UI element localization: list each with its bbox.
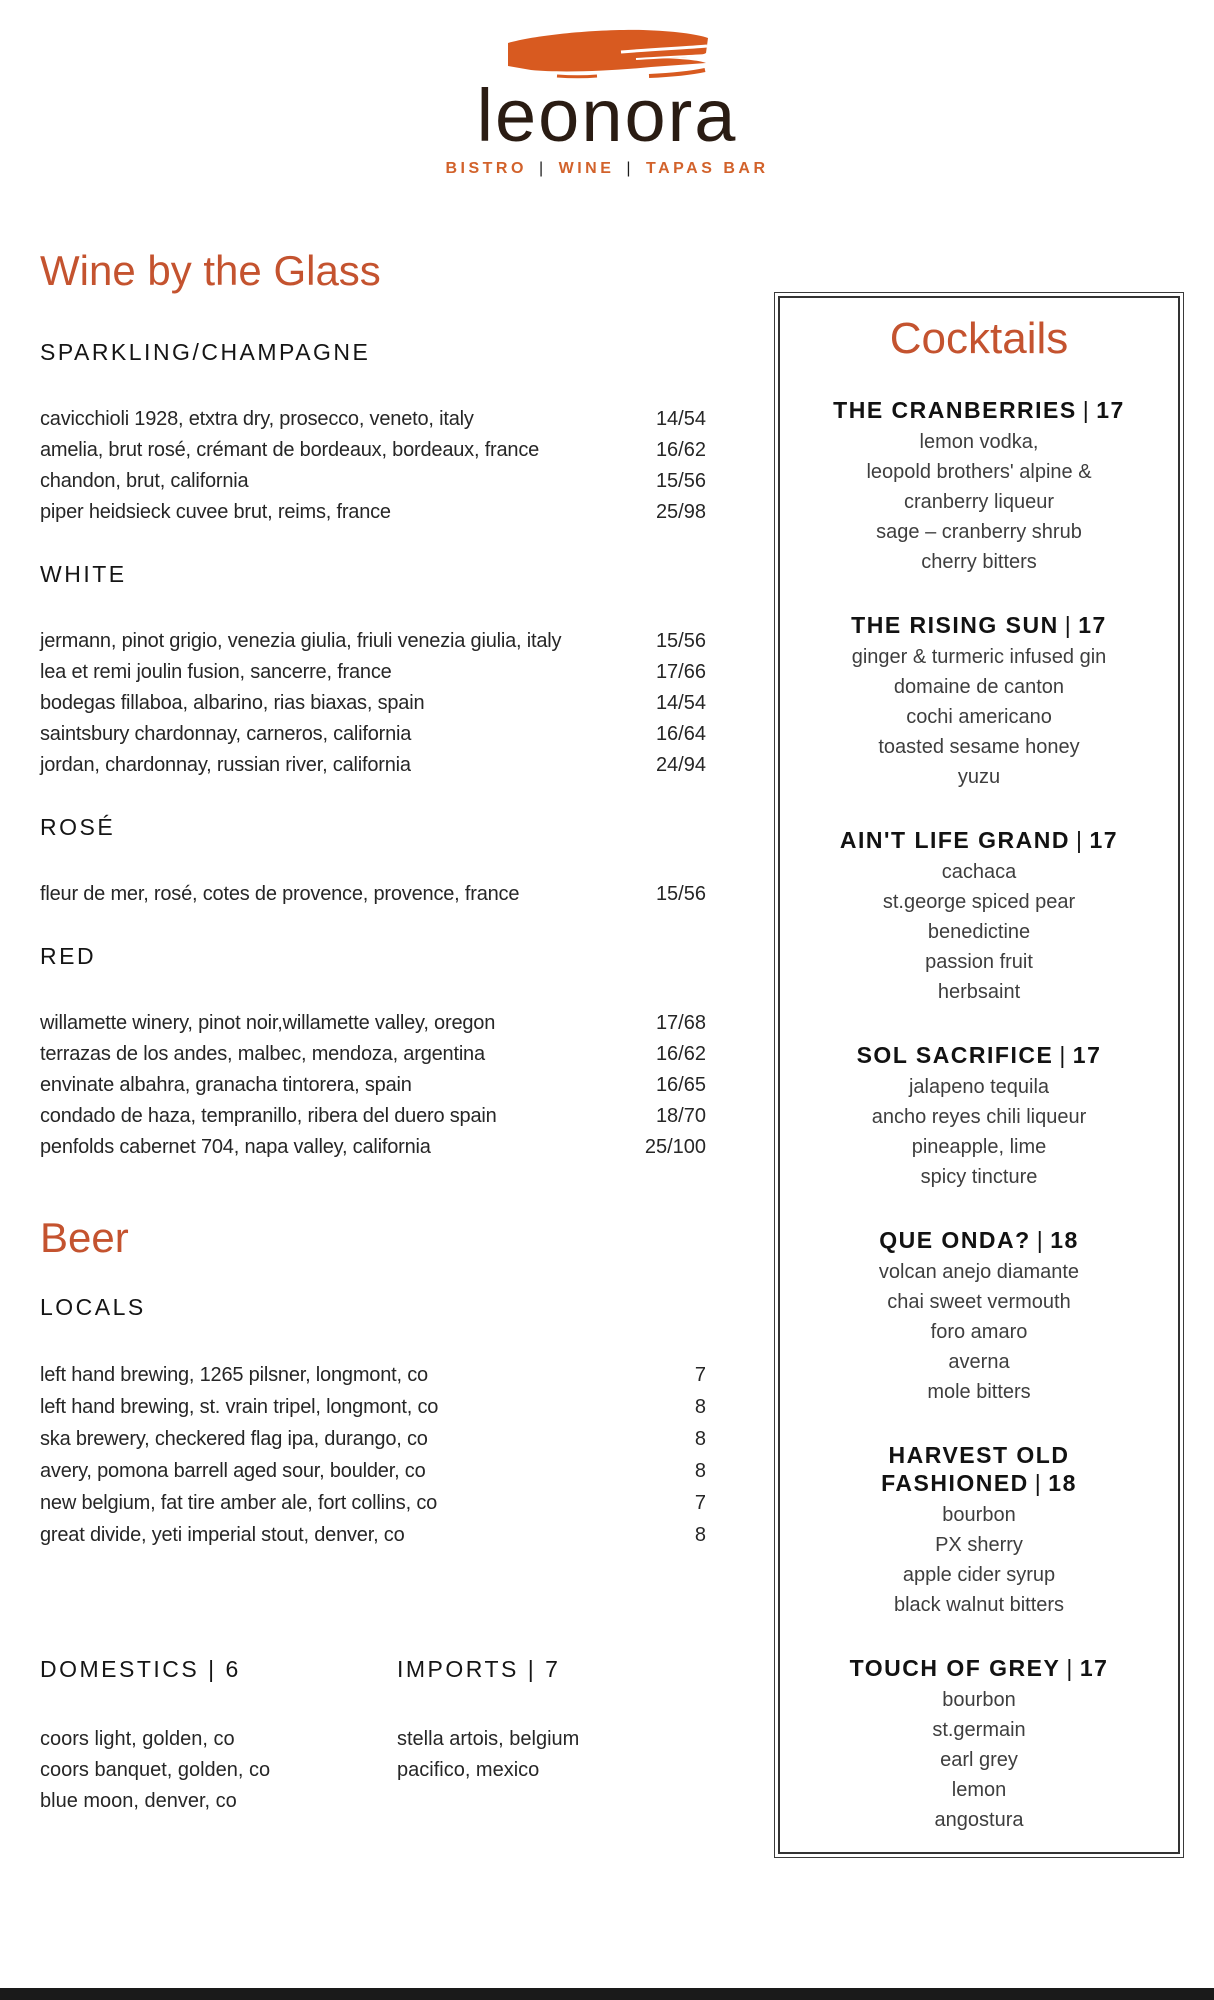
tagline-item: TAPAS BAR [646,160,769,177]
cocktail-separator: | [1059,1042,1067,1068]
cocktail-name: SOL SACRIFICE [856,1042,1054,1068]
cocktail-separator: | [1066,1655,1074,1681]
domestics-heading [40,1656,397,1682]
cocktail-ingredient: earl grey [940,1749,1018,1771]
beer-item [40,1391,706,1423]
wine-item-price: 14/54 [650,404,706,435]
cocktail-entry [788,1041,1170,1192]
beer-title: Beer [40,1214,129,1261]
wine-item-name: piper heidsieck cuvee brut, reims, france [40,501,391,523]
section-heading-white: WHITE [40,561,127,587]
cocktail-ingredient: angostura [934,1809,1024,1831]
domestics-separator: | [208,1656,217,1682]
tagline-separator: | [538,160,547,177]
domestics-column [40,1656,397,1817]
cocktail-ingredient: jalapeno tequila [908,1076,1050,1098]
cocktail-ingredient: ginger & turmeric infused gin [851,646,1107,668]
wine-item [40,1008,706,1039]
wine-item [40,404,706,435]
cocktails-box-inner [778,296,1180,1854]
beer-item: blue moon, denver, co [40,1790,237,1812]
wine-item [40,497,706,528]
cocktail-entry [788,1654,1170,1835]
cocktails-box [774,292,1184,1858]
cocktail-ingredient: averna [948,1351,1010,1373]
wine-item [40,688,706,719]
wine-item-name: fleur de mer, rosé, cotes de provence, provence, france [40,883,520,905]
wine-list-white [40,626,706,781]
cocktail-ingredient: spicy tincture [920,1166,1038,1188]
cocktail-ingredient: toasted sesame honey [878,736,1080,758]
cocktail-separator: | [1036,1227,1045,1253]
cocktail-price: 17 [1096,397,1125,423]
cocktail-separator: | [1034,1470,1043,1496]
wine-item-price: 17/68 [650,1008,706,1039]
wine-list-red [40,1008,706,1163]
wine-item-price: 16/62 [650,1039,706,1070]
beer-item-name: left hand brewing, st. vrain tripel, longmont, co [40,1396,439,1418]
cocktail-price: 17 [1079,1655,1109,1681]
wine-item [40,1070,706,1101]
beer-item-price: 8 [689,1519,706,1551]
cocktail-ingredient: volcan anejo diamante [878,1261,1080,1283]
cocktail-name: THE RISING SUN [851,612,1059,638]
beer-item [40,1455,706,1487]
cocktail-ingredient: cranberry liqueur [903,491,1055,513]
wine-title: Wine by the Glass [40,247,381,294]
cocktail-ingredient: passion fruit [925,951,1033,973]
wine-list-rose [40,879,706,910]
beer-item-name: great divide, yeti imperial stout, denver, co [40,1524,405,1546]
domestics-label: DOMESTICS [40,1656,200,1682]
cocktail-entry [788,611,1170,792]
cocktail-ingredient: pineapple, lime [911,1136,1047,1158]
brand-name: leonora [476,74,738,157]
wine-item [40,750,706,781]
wine-item-price: 16/62 [650,435,706,466]
cocktail-heading [788,396,1170,424]
imports-separator: | [527,1656,537,1682]
cocktail-ingredient: st.germain [932,1719,1026,1741]
cocktail-price: 17 [1078,612,1107,638]
section-heading-sparkling: SPARKLING/CHAMPAGNE [40,339,371,365]
beer-item-price: 8 [689,1455,706,1487]
wine-item-price: 14/54 [650,688,706,719]
cocktail-ingredient: chai sweet vermouth [887,1291,1071,1313]
cocktail-entry [788,1441,1170,1620]
wine-beer-column [40,248,706,1817]
wine-item-price: 15/56 [650,626,706,657]
section-heading-red: RED [40,943,97,969]
beer-item-name: left hand brewing, 1265 pilsner, longmont, co [40,1364,428,1386]
cocktail-ingredient: cherry bitters [921,551,1037,573]
cocktail-heading [788,1654,1170,1682]
cocktail-name: HARVEST OLD FASHIONED [881,1442,1070,1496]
tagline-separator: | [626,160,635,177]
section-heading-rose: ROSÉ [40,814,116,840]
wine-item-price: 15/56 [650,879,706,910]
cocktail-ingredient: cochi americano [906,706,1052,728]
beer-item: stella artois, belgium [397,1728,580,1750]
cocktail-ingredient: yuzu [957,766,1001,788]
cocktail-price: 18 [1048,1470,1077,1496]
wine-item-name: jordan, chardonnay, russian river, california [40,754,411,776]
wine-item [40,719,706,750]
wine-item-name: jermann, pinot grigio, venezia giulia, friuli venezia giulia, italy [40,630,562,652]
imports-heading [397,1656,579,1682]
cocktail-name: QUE ONDA? [879,1227,1031,1253]
cocktail-ingredient: black walnut bitters [893,1594,1065,1616]
cocktail-ingredient: bourbon [942,1689,1016,1711]
beer-item: pacifico, mexico [397,1759,540,1781]
section-heading-locals: LOCALS [40,1294,146,1320]
beer-item-price: 8 [689,1423,706,1455]
wine-item [40,626,706,657]
tagline-item: BISTRO [445,160,527,177]
beer-item-price: 7 [689,1359,706,1391]
wine-item-price: 18/70 [650,1101,706,1132]
cocktail-name: THE CRANBERRIES [833,397,1077,423]
cocktail-heading [788,1041,1170,1069]
cocktail-separator: | [1082,397,1091,423]
cocktail-ingredient: domaine de canton [893,676,1065,698]
wine-item-price: 25/98 [650,497,706,528]
cocktail-ingredient: sage – cranberry shrub [876,521,1082,543]
beer-item [40,1487,706,1519]
wine-item-name: terrazas de los andes, malbec, mendoza, argentina [40,1043,485,1065]
wine-item [40,1101,706,1132]
beer-item-name: ska brewery, checkered flag ipa, durango, co [40,1428,428,1450]
cocktail-heading [788,611,1170,639]
wine-item-price: 24/94 [650,750,706,781]
wine-item-name: envinate albahra, granacha tintorera, spain [40,1074,412,1096]
cocktail-ingredient: cachaca [941,861,1017,883]
wine-item-name: condado de haza, tempranillo, ribera del duero spain [40,1105,497,1127]
domestics-price: 6 [225,1656,241,1682]
wine-item-name: amelia, brut rosé, crémant de bordeaux, bordeaux, france [40,439,540,461]
beer-item-price: 8 [689,1391,706,1423]
beer-item [40,1359,706,1391]
cocktail-ingredient: benedictine [927,921,1031,943]
cocktail-ingredient: leopold brothers' alpine & [866,461,1092,483]
cocktail-separator: | [1064,612,1073,638]
bottom-edge-bar [0,1988,1214,2000]
cocktail-ingredient: herbsaint [937,981,1021,1003]
wine-item-price: 25/100 [639,1132,706,1163]
cocktail-entry [788,396,1170,577]
cocktail-ingredient: apple cider syrup [902,1564,1056,1586]
cocktail-ingredient: mole bitters [927,1381,1031,1403]
cocktail-price: 17 [1089,827,1119,853]
domestics-imports-section [40,1656,706,1817]
imports-price: 7 [545,1656,561,1682]
cocktail-heading [788,1226,1170,1254]
wine-item-name: lea et remi joulin fusion, sancerre, france [40,661,392,683]
cocktail-entry [788,1226,1170,1407]
imports-label: IMPORTS [397,1656,519,1682]
wine-item [40,1132,706,1163]
cocktail-price: 18 [1050,1227,1079,1253]
wine-item-price: 16/65 [650,1070,706,1101]
cocktail-ingredient: lemon vodka, [919,431,1039,453]
wine-item-name: penfolds cabernet 704, napa valley, california [40,1136,431,1158]
wine-item-name: bodegas fillaboa, albarino, rias biaxas, spain [40,692,425,714]
beer-item [40,1423,706,1455]
cocktail-name: TOUCH OF GREY [849,1655,1061,1681]
cocktails-title: Cocktails [889,314,1069,363]
cocktail-price: 17 [1072,1042,1102,1068]
cocktail-entry [788,826,1170,1007]
wine-item [40,879,706,910]
cocktail-ingredient: st.george spiced pear [882,891,1076,913]
cocktail-heading [788,826,1170,854]
wine-item [40,1039,706,1070]
wine-item-name: chandon, brut, california [40,470,249,492]
tagline-item: WINE [558,160,615,177]
wine-item-name: cavicchioli 1928, etxtra dry, prosecco, veneto, italy [40,408,474,430]
beer-item-name: avery, pomona barrell aged sour, boulder, co [40,1460,426,1482]
brand-header [0,26,1214,178]
beer-item: coors banquet, golden, co [40,1759,271,1781]
beer-item: coors light, golden, co [40,1728,235,1750]
cocktail-name: AIN'T LIFE GRAND [839,827,1070,853]
wine-item-price: 17/66 [650,657,706,688]
wine-item [40,657,706,688]
wine-item-name: willamette winery, pinot noir,willamette valley, oregon [40,1012,496,1034]
brand-tagline [0,160,1214,178]
cocktail-heading [788,1441,1170,1497]
wine-item [40,466,706,497]
cocktail-ingredient: foro amaro [930,1321,1028,1343]
wine-item-price: 16/64 [650,719,706,750]
cocktail-separator: | [1076,827,1084,853]
beer-item-price: 7 [689,1487,706,1519]
cocktail-ingredient: bourbon [942,1504,1016,1526]
imports-column [397,1656,579,1817]
wine-list-sparkling [40,404,706,528]
wine-item-name: saintsbury chardonnay, carneros, california [40,723,412,745]
beer-list-locals [40,1359,706,1551]
cocktail-ingredient: lemon [951,1779,1007,1801]
wine-item-price: 15/56 [650,466,706,497]
cocktail-ingredient: ancho reyes chili liqueur [871,1106,1087,1128]
wine-item [40,435,706,466]
cocktail-ingredient: PX sherry [935,1534,1023,1556]
beer-item [40,1519,706,1551]
beer-item-name: new belgium, fat tire amber ale, fort collins, co [40,1492,438,1514]
